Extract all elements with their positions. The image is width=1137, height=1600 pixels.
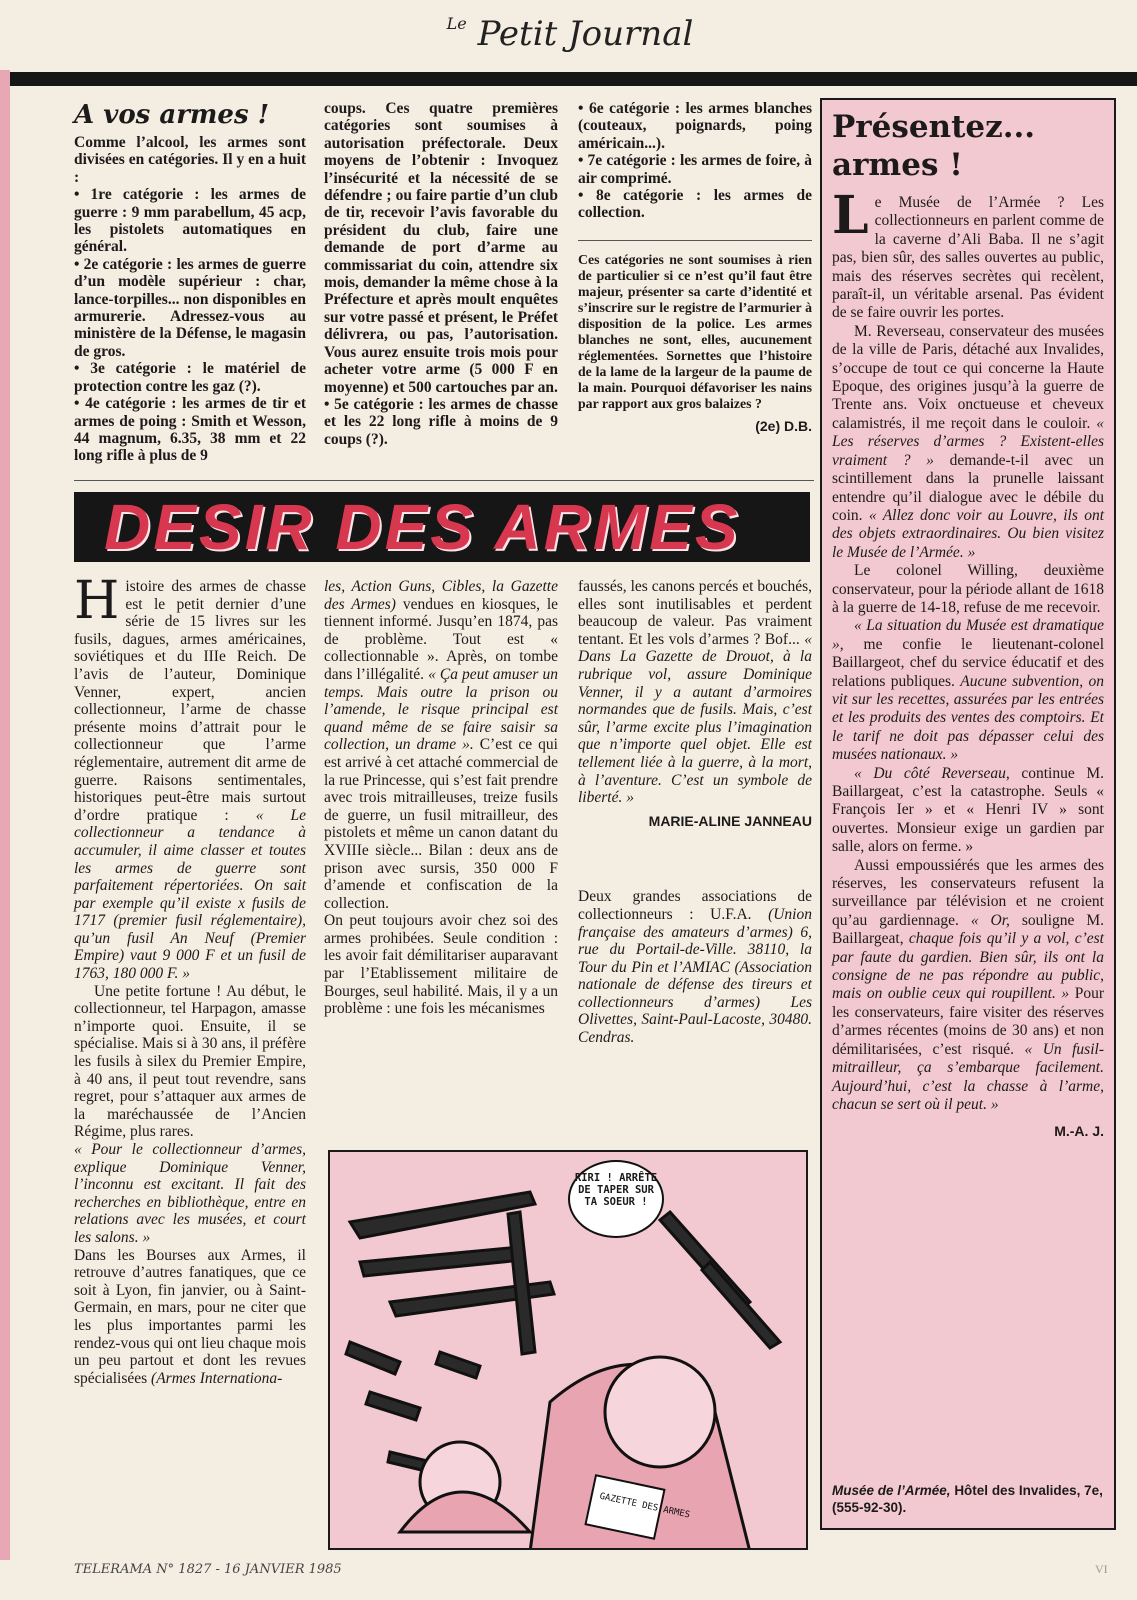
page-number: VI (1095, 1562, 1108, 1576)
sidebar-p6-para (832, 857, 1104, 1115)
box1-c3-p1: • 7e catégorie : les armes de foire, à air comprimé. (578, 152, 812, 187)
article-col3-assoc: Deux grandes associations de collectionneurs : U.F.A. (578, 888, 812, 923)
box1-c2-p0: coups. Ces quatre premières catégories sont soumises à autorisation préfectorale. Deux moyens de l’obtenir : Invoquez l’insécurité et la nécessité de se défendre ; ou faire partie d’un club de tir, recevoir l’avis favorable du président du club, faire une demande de port d’arme au commissariat du coin, attendre six mois, demander la même chose à la Préfecture et après moult enquêtes sur votre passé et présent, le Préfet délivrera, ou pas, l’autorisation. Vous aurez ensuite trois mois pour acheter votre arme (5 000 F en moyenne) et 500 cartouches par an. (324, 100, 558, 396)
sidebar-p1: e Musée de l’Armée ? Les collectionneurs en parlent comme de la caverne d’Ali Baba. Il ne s’agit pas, bien sûr, des salles ouvertes au public, mais des réserves secrètes qui recèlent, paraît-il, un véritable arsenal. Pas évident de se faire ouvrir les portes. (832, 194, 1104, 322)
sidebar-p1-para (832, 185, 1104, 323)
article-col1-lead-text: istoire des armes de chasse est le petit dernier d’une série de 15 livres sur les fusils, dagues, armes américaines, soviétiques et du IIIe Reich. De l’avis de l’auteur, Dominique Venner, expert, ancien collectionneur, l’arme de chasse présente moins d’attrait pour le collectionneur que l’arme réglementaire, autrement dit arme de guerre. Raisons sentimentales, historiques peut-être mais surtout d’ordre pratique : (74, 578, 306, 824)
article-signature: MARIE-ALINE JANNEAU (648, 812, 812, 829)
headline-banner (74, 492, 810, 562)
article-col3-p1: faussés, les canons percés et bouchés, elles sont inutilisables et perdent beaucoup de valeur. Pas vraiment tentant. Et les vols d’armes ? Bof... (578, 578, 812, 648)
article-col3-p1-para (578, 578, 812, 807)
sidebar-p4-quote2: Aucune subvention, on vit sur les recettes, assurées par les entrées et les produits des ventes des comptoirs. Et le tarif ne doit pas dépasser celui des musées nationaux. » (832, 672, 1104, 764)
page-footer: TELERAMA N° 1827 - 16 JANVIER 1985 (74, 1562, 342, 1577)
article-col3-assoc-para (578, 888, 812, 1046)
box1-col3 (578, 100, 812, 222)
sidebar-p5: continue M. Baillargeat, c’est la catastrophe. Seuls « François Ier » et « Henri IV » sont ouvertes. Monsieur exige un gardien par salle, alors on ferme. » (832, 764, 1105, 856)
sidebar-footnote-text: Hôtel des Invalides, 7e, (555-92-30). (832, 1483, 1103, 1515)
sidebar-p2-quote2: « Allez donc voir au Louvre, ils ont des objets extraordinaires. Ou bien visitez le Musée de l’Armée. » (832, 506, 1104, 561)
left-margin-band (0, 70, 10, 1560)
article-col1-quote2-para (74, 1141, 306, 1247)
article-col3-assoc-italic: (Union française des amateurs d’armes) 6, rue du Portail-de-Ville. 38110, la Tour du Pin et l’AMIAC (Association nationale de défense des tireurs et collectionneurs d’armes) Les Olivettes, Saint-Paul-Lacoste, 30480. Cendras. (578, 905, 812, 1047)
box1-c1-p3: • 3e catégorie : le matériel de protection contre les gaz (?). (74, 360, 306, 395)
headline-title: DESIR DES ARMES (104, 492, 741, 562)
sidebar-p6-quote: « Or, (970, 911, 1010, 929)
top-rule (10, 72, 1137, 86)
box1-c1-p0: Comme l’alcool, les armes sont divisées en catégories. Il y en a huit : (74, 134, 306, 186)
box1-title: A vos armes ! (74, 100, 270, 130)
article-col1-quote: « Le collectionneur a tendance à accumuler, il aime classer et toutes les armes de guerre sont parfaitement répertoriées. On sait par exemple qu’il existe x fusils de 1717 (premier fusil réglementaire), qu’un fusil An Neuf (Premier Empire) vaut 9 000 F et un fusil de 1763, 180 000 F. » (74, 806, 307, 983)
article-col1-lead (74, 571, 307, 983)
article-col2-p2: C’est ce qui est arrivé à cet attaché commercial de la rue Princesse, qui s’est fait prendre avec trois mitrailleuses, treize fusils de guerre, un fusil mitrailleur, des pistolets et même un canon datant du XVIIIe siècle... Bilan : deux ans de prison avec sursis, 350 000 F d’amende et confiscation de la collection. (324, 736, 558, 912)
box1-bottom-rule (74, 480, 814, 481)
box1-col3-small (578, 252, 812, 434)
box1-col2 (324, 100, 558, 448)
masthead-logo (430, 14, 710, 54)
box1-c3-p0: • 6e catégorie : les armes blanches (couteaux, poignards, poing américain...). (578, 100, 812, 152)
box1-signature: (2e) D.B. (755, 418, 812, 434)
masthead-le: Le (446, 14, 467, 33)
sidebar-footnote-italic: Musée de l’Armée, (832, 1483, 951, 1498)
box1-c2-p1: • 5e catégorie : les armes de chasse et les 22 long rifle à moins de 9 coups (?). (324, 395, 558, 448)
sidebar-p3: Le colonel Willing, deuxième conservateur, pour la période allant de 1618 à la guerre de 14-18, refuse de me recevoir. (832, 562, 1104, 616)
box1-c3-p2: • 8e catégorie : les armes de collection. (578, 187, 812, 222)
article-col2-quote: « Ça peut amuser un temps. Mais outre la prison ou l’amende, le risque principal est quand même de se faire saisir sa collection, un drame ». (324, 665, 559, 754)
article-col3-quote: « Dans La Gazette de Drouot, à la rubrique vol, assure Dominique Venner, il y a autant d’armoires normandes que de fusils. Mais, c’est sûr, l’arme excite plus l’imagination que n’importe quel objet. Elle est tellement liée à la guerre, à la mort, à l’aventure. C’est un symbole de liberté. » (578, 630, 813, 807)
sidebar-p2-b: demande-t-il avec un scintillement dans la prunelle laissant entendre qu’il dialogue avec le débile du coin. (832, 451, 1105, 524)
box1-c1-p1: • 1re catégorie : les armes de guerre : 9 mm parabellum, 45 acp, les pistolets automatiques en général. (74, 186, 306, 256)
cartoon-drawing (330, 1152, 808, 1550)
sidebar-title: Présentez... armes ! (832, 109, 1036, 183)
sidebar-p4-quote: « La situation du Musée est dramatique », (832, 617, 1104, 653)
article-col1-p3: Dans les Bourses aux Armes, il retrouve d’autres fanatiques, que ce soit à Lyon, fin janvier, ou à Saint-Germain, en mars, pour ne citer que les plus importantes parmi les rendez-vous qui ont lieu chaque mois un peu partout et dont les revues spécialisées (74, 1246, 307, 1387)
article-dropcap: H (74, 571, 120, 631)
sidebar-box (820, 98, 1116, 1530)
article-col1-quote2: « Pour le collectionneur d’armes, explique Dominique Venner, l’inconnu est excitant. Il fait des recherches en bibliothèque, entre en relations avec les musées, et court les salons. » (74, 1141, 306, 1246)
sidebar-content (832, 108, 1104, 1141)
magazine-label: GAZETTE DES ARMES (598, 1491, 691, 1521)
box1-c1-p4: • 4e catégorie : les armes de tir et armes de poing : Smith et Wesson, 44 magnum, 6.35, 38 mm et 22 long rifle à plus de 9 (74, 395, 306, 465)
sidebar-p6-quote3: « Un fusil-mitrailleur, ça s’embarque facilement. Aujourd’hui, c’est la chasse à l’arme, chacun se sert où il peut. » (832, 1040, 1104, 1113)
box1-small-rule (578, 240, 812, 241)
cartoon-illustration (328, 1150, 808, 1550)
sidebar-p2-para (832, 323, 1104, 562)
article-col1-p2: Une petite fortune ! Au début, le collectionneur, tel Harpagon, amasse n’importe quoi. Ensuite, il se spécialise. Mais si à 30 ans, il préfère les fusils à silex du Premier Empire, à 40 ans, il peut tout revendre, sans regret, pour s’attaquer aux armes de la maréchaussée de l’Ancien Régime, plus rares. (74, 982, 306, 1141)
article-col2-p1-para (324, 578, 558, 912)
speech-bubble: RIRI ! ARRÊTE DE TAPER SUR TA SOEUR ! (568, 1160, 664, 1238)
article-col2-p3: On peut toujours avoir chez soi des armes prohibées. Seule condition : les avoir fait démilitariser auparavant par l’Etablissement militaire de Bourges, seul habilité. Mais, il y a un problème : une fois les mécanismes (324, 912, 558, 1018)
box1-small-text: Ces catégories ne sont soumises à rien de particulier si ce n’est qu’il faut être majeur, présenter sa carte d’identité et s’inscrire sur le registre de l’armurier à disposition de la police. Les armes blanches ne sont, elles, aucunement réglementées. Sornettes que l’histoire de la lame de la largeur de la paume de la main. Pourquoi défavoriser les nains par rapport aux gros balaizes ? (578, 252, 812, 411)
article-col1-p3-para (74, 1247, 306, 1388)
sidebar-p6-b: souligne M. Baillargeat, (832, 911, 1104, 948)
masthead-title: Petit Journal (477, 14, 694, 54)
box1-c1-p2: • 2e catégorie : les armes de guerre d’un modèle supérieur : char, lance-torpilles... non disponibles en armurerie. Adressez-vous au ministère de la Défense, le magasin de gros. (74, 255, 306, 360)
article-col1 (74, 571, 307, 1387)
article-col2-p1: vendues en kiosques, le tiennent informé. Jusqu’en 1874, pas de problème. Tout est « collectionnable ». Après, on tombe dans l’illégalité. (324, 595, 559, 683)
article-col3 (578, 578, 812, 1047)
article-col1-tail: (Armes Internationa- (151, 1369, 283, 1387)
sidebar-p5-quote: « Du côté Reverseau, (854, 764, 1010, 782)
sidebar-p4: me confie le lieutenant-colonel Baillargeot, chef du service éducatif et des relations publiques. (832, 635, 1104, 690)
sidebar-p6-c: Pour les conservateurs, faire visiter des réserves d’armes récentes (moins de 30 ans) et non démilitarisées, c’est risqué. (832, 985, 1104, 1058)
sidebar-dropcap: L (832, 185, 869, 246)
sidebar-signature: M.-A. J. (1054, 1123, 1104, 1140)
box1-col1 (74, 100, 306, 465)
sidebar-p6: Aussi empoussiérés que les armes des réserves, les conservateurs refusent la surveillance par télévision et ne croient qu’au gardiennage. (832, 856, 1104, 929)
article-col2-lead: les, Action Guns, Cibles, la Gazette des Armes) (324, 578, 558, 613)
article-col2 (324, 578, 558, 1018)
sidebar-p6-quote2: chaque fois qu’il y a vol, c’est par faute du gardien. Bien sûr, ils ont la consigne de ne pas répondre au public, mais on oublie ceux qui roupillent. » (832, 930, 1104, 1003)
sidebar-footnote (832, 1482, 1104, 1516)
sidebar-p4-para (832, 617, 1104, 764)
sidebar-p5-para (832, 765, 1104, 857)
sidebar-p2: M. Reverseau, conservateur des musées de la ville de Paris, détaché aux Invalides, s’occupe de tout ce qui concerne la Haute Epoque, des origines jusqu’à la guerre de Trente ans. Voix onctueuse et cheveux calamistrés, il me reçoit dans le couloir. (832, 322, 1104, 432)
sidebar-p2-quote: « Les réserves d’armes ? Existent-elles vraiment ? » (832, 414, 1105, 469)
